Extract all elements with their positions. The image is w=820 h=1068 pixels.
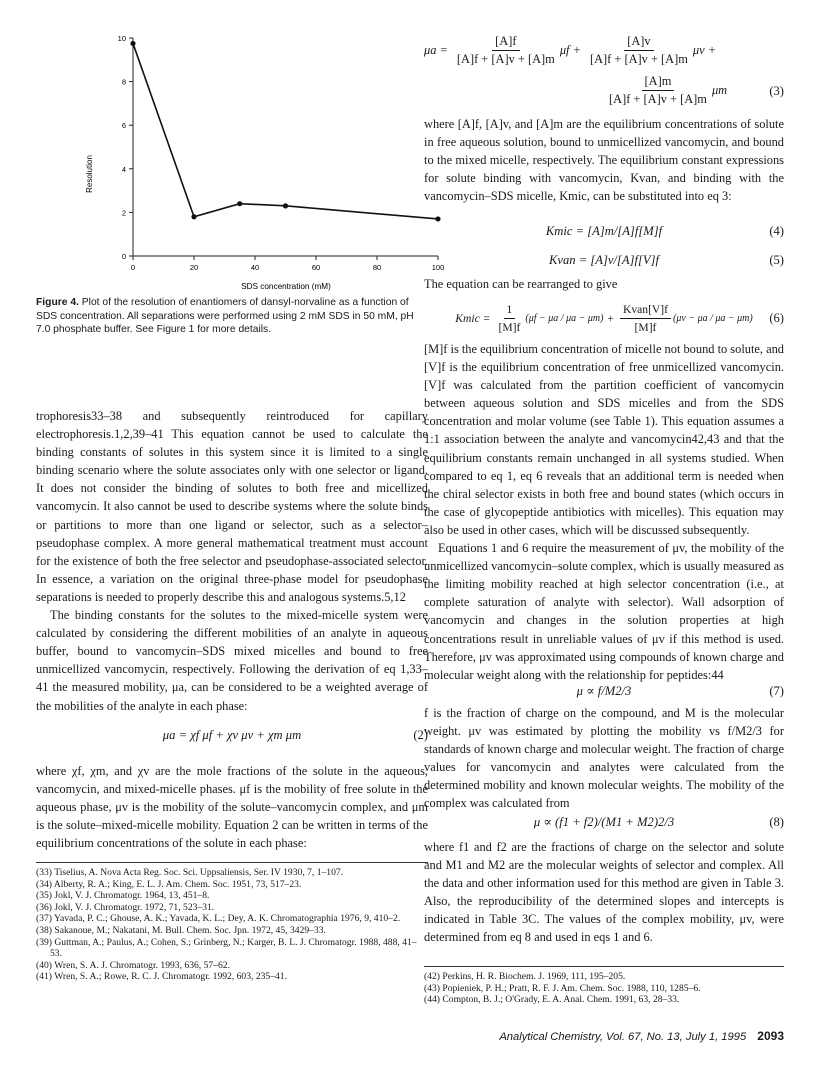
figure-caption	[36, 296, 428, 337]
equation-3	[424, 34, 784, 108]
equation-2-number: (2)	[413, 728, 428, 742]
eq6-term1-paren: (μf − μa / μa − μm)	[525, 312, 604, 324]
reference-item: (41) Wren, S. A.; Rowe, R. C. J. Chromatogr. 1992, 603, 235–41.	[36, 971, 288, 983]
x-tick-label: 40	[250, 263, 260, 272]
reference-item: (44) Compton, B. J.; O'Grady, E. A. Anal. Chem. 1991, 63, 28–33.	[424, 994, 680, 1006]
reference-item: (40) Wren, S. A. J. Chromatogr. 1993, 636, 57–62.	[36, 959, 230, 971]
paragraph: The equation can be rearranged to give	[424, 277, 618, 291]
equation-4	[424, 224, 784, 239]
equation-3-number: (3)	[769, 84, 784, 98]
paragraph: Equations 1 and 6 require the measurement of μv, the mobility of the unmicellized vancomycin–solute complex, which is usually measured as the limiting mobility reached at high selector concentration (i.e., at complete saturation of analyte with selector). Wall adsorption of vancomycin and changes in the solution properties at high concentrations result in unreliable values of μv if this method is used. Therefore, μv was approximated using compounds of known charge and molecular weight along with the relationship for peptides:44	[424, 541, 784, 682]
paragraph: where f1 and f2 are the fractions of charge on the selector and solute and M1 and M2 are the molecular weights of selector and complex. All the data and other information used for this method are given in Table 3. Also, the reproducibility of the determined slopes and intercepts is indicated in Table 3C. The values of the complex mobility, μv, were determined from eq 8 and used in eqs 1 and 6.	[424, 840, 784, 945]
caption-label: Figure 4.	[36, 297, 79, 308]
data-point	[283, 203, 288, 208]
equation-6	[424, 300, 784, 336]
x-tick-label: 100	[431, 263, 445, 272]
x-tick-label: 0	[130, 263, 136, 272]
equation-6-lhs: Kmic =	[455, 311, 491, 325]
eq3-mu-m: μm	[711, 83, 728, 97]
eq3-frac3-num: [A]m	[642, 74, 675, 91]
series-line	[133, 43, 438, 218]
equation-8-text: μ ∝ (f1 + f2)/(M1 + M2)2/3	[533, 815, 675, 829]
reference-item: (43) Popieniek, P. H.; Pratt, R. F. J. Am. Chem. Soc. 1988, 110, 1285–6.	[424, 982, 701, 994]
paragraph: where [A]f, [A]v, and [A]m are the equilibrium concentrations of solute in free aqueous solution, bound to unmicellized vancomycin, and bound to the mixed micelle, respectively. The equilibrium constant expressions for solute binding with vancomycin, Kvan, and binding with the vancomycin–SDS micelle, Kmic, can be substituted into eq 3:	[424, 117, 784, 204]
reference-item: (35) Jokl, V. J. Chromatogr. 1964, 13, 451–8.	[36, 890, 210, 902]
eq3-mu-v: μv +	[692, 43, 717, 57]
equation-8-number: (8)	[769, 814, 784, 829]
y-tick-label: 4	[121, 164, 126, 174]
eq6-term1-den: [M]f	[498, 320, 521, 334]
equation-2-text: μa = χf μf + χv μv + χm μm	[162, 728, 302, 742]
data-series	[130, 41, 440, 222]
y-tick-label: 10	[117, 34, 126, 43]
equation-2	[36, 728, 428, 743]
x-tick-label: 80	[372, 263, 382, 272]
reference-item: (38) Sakanoue, M.; Nakatani, M. Bull. Chem. Soc. Jpn. 1972, 45, 3429–33.	[36, 924, 326, 936]
eq3-frac1-den: [A]f + [A]v + [A]m	[456, 52, 555, 66]
reference-item: (39) Guttman, A.; Paulus, A.; Cohen, S.; Grinberg, N.; Karger, B. L. J. Chromatogr. 1988, 488, 41–53.	[36, 936, 417, 960]
equation-3-lhs: μa =	[424, 43, 448, 57]
data-point	[130, 41, 135, 46]
paragraph: The binding constants for the solutes to the mixed-micelle system were calculated by considering the different mobilities of an analyte in aqueous buffer, bound to vancomycin–SDS mixed micelles and bound to free unmicellized vancomycin, respectively. Following the derivation of eq 1,33–41 the measured mobility, μa, can be considered to be a weighted average of the mobilities of the analyte in each phase:	[36, 608, 428, 713]
reference-item: (37) Yavada, P. C.; Ghouse, A. K.; Yavada, K. L.; Dey, A. K. Chromatographia 1976, 9, 410–2.	[36, 913, 401, 925]
y-tick-label: 6	[121, 121, 126, 131]
data-point	[191, 214, 196, 219]
equation-5-text: Kvan = [A]v/[A]f[V]f	[549, 253, 659, 267]
equation-7-number: (7)	[769, 683, 784, 698]
paragraph: [M]f is the equilibrium concentration of micelle not bound to solute, and [V]f is the equilibrium concentration of free unmicellized vancomycin. [V]f was calculated from the partition coefficient of vancomycin between aqueous solution and SDS micelles and from the SDS concentration and molar volume (see Table 1). This equation assumes a 1:1 association between the analyte and vancomycin42,43 and that the equilibrium constants remain unchanged in all systems studied. When compared to eq 1, eq 6 reveals that an additional term is needed when the chiral selector exists in both free and bound states (which occurs in the case of glycopeptide antibiotics with micelles). This equation may also be used in other cases, which will be discussed subsequently.	[424, 342, 784, 537]
eq6-term2-num: Kvan[V]f	[620, 302, 671, 319]
y-tick-label: 0	[121, 252, 126, 261]
page-footer	[499, 1029, 784, 1043]
equation-7-text: μ ∝ f/M2/3	[576, 684, 632, 698]
y-axis-label: Resolution	[85, 155, 94, 193]
eq3-frac3-den: [A]f + [A]v + [A]m	[609, 92, 707, 106]
y-tick-label: 2	[121, 208, 126, 218]
x-ticks	[131, 256, 444, 272]
page-number: 2093	[757, 1029, 784, 1043]
eq6-term2-den: [M]f	[634, 320, 657, 334]
x-tick-label: 60	[311, 263, 321, 272]
reference-item: (42) Perkins, H. R. Biochem. J. 1969, 111, 195–205.	[424, 971, 626, 982]
data-point	[237, 201, 242, 206]
eq6-term1-num: 1	[504, 302, 516, 319]
x-tick-label: 20	[189, 263, 199, 272]
y-tick-label: 8	[121, 77, 126, 87]
reference-item: (34) Alberty, R. A.; King, E. L. J. Am. Chem. Soc. 1951, 73, 517–23.	[36, 878, 302, 890]
eq3-frac1-num: [A]f	[492, 34, 519, 51]
reference-item: (36) Jokl, V. J. Chromatogr. 1972, 71, 523–31.	[36, 901, 215, 913]
equation-5	[424, 253, 784, 268]
eq6-plus: +	[607, 311, 614, 325]
journal-citation: Analytical Chemistry, Vol. 67, No. 13, July 1, 1995	[499, 1031, 747, 1043]
figure-4-chart	[85, 34, 456, 294]
reference-item: (33) Tiselius, A. Nova Acta Reg. Soc. Sci. Uppsaliensis, Ser. IV 1930, 7, 1–107.	[36, 867, 344, 878]
eq3-mu-f: μf +	[559, 43, 581, 57]
eq3-frac2-den: [A]f + [A]v + [A]m	[589, 52, 688, 66]
eq3-frac2-num: [A]v	[624, 34, 653, 51]
equation-6-number: (6)	[769, 310, 784, 325]
data-point	[435, 216, 440, 221]
paragraph: where χf, χm, and χv are the mole fractions of the solute in the aqueous, vancomycin, and mixed-micelle phases. μf is the mobility of free solute in the aqueous phase, μv is the mobility of the solute–vancomycin complex, and μm is the solute–mixed-micelle mobility. Equation 2 can be written in terms of the equilibrium concentrations of the solute in each phase:	[36, 764, 428, 851]
y-ticks	[118, 34, 133, 261]
equation-5-number: (5)	[769, 253, 784, 267]
x-axis-label: SDS concentration (mM)	[241, 282, 331, 291]
caption-text: Plot of the resolution of enantiomers of dansyl-norvaline as a function of SDS concentration. All separations were performed using 2 mM SDS in 50 mM, pH 7.0 phosphate buffer. See Figure 1 for more details.	[36, 297, 414, 336]
paragraph: trophoresis33–38 and subsequently reintroduced for capillary electrophoresis.1,2,39–41 This equation cannot be used to calculate the binding constants of solutes in this system since it is limited to a single binding scenario where the solute associates only with one selector or ligand. It does not consider the binding of solutes to both free and micellized vancomycin. It also cannot be used to describe systems where the solute binds or partitions to more than one ligand or selector, such as a selector–pseudophase complex. A more general mathematical treatment must account for the existence of both the free selector and pseudophase-associated selector. In essence, a variation on the original three-phase model for pseudophase separations is needed to properly describe this and analogous systems.5,12	[36, 409, 428, 604]
paragraph: f is the fraction of charge on the compound, and M is the molecular weight. μv was estimated by plotting the mobility vs f/M2/3 for standards of known charge and molecular weight. The fraction of charge values for vancomycin and analytes were calculated from the determined mobility and known molecular weights. The mobility of the complex was calculated from	[424, 706, 784, 811]
eq6-term2-paren: (μv − μa / μa − μm)	[673, 312, 753, 324]
left-references	[36, 862, 428, 983]
equation-4-text: Kmic = [A]m/[A]f[M]f	[545, 224, 663, 238]
equation-7	[424, 683, 784, 699]
equation-4-number: (4)	[769, 224, 784, 238]
right-references	[424, 966, 784, 1006]
equation-8	[424, 814, 784, 830]
